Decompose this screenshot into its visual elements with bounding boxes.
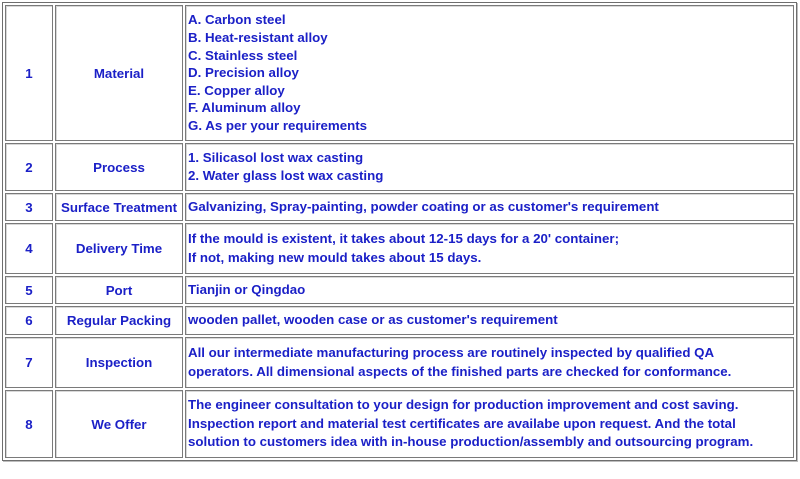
- value-line: D. Precision alloy: [188, 65, 299, 81]
- row-value: [185, 390, 794, 458]
- row-number: 2: [5, 143, 53, 191]
- row-label: Regular Packing: [55, 306, 183, 335]
- value-line: operators. All dimensional aspects of the finished parts are checked for conformance.: [188, 363, 732, 379]
- value-line: 2. Water glass lost wax casting: [188, 168, 384, 183]
- row-label: We Offer: [55, 390, 183, 458]
- row-label: Port: [55, 276, 183, 304]
- table-row: [5, 390, 794, 458]
- value-line: A. Carbon steel: [188, 12, 286, 28]
- value-line: 1. Silicasol lost wax casting: [188, 149, 364, 165]
- row-label: Inspection: [55, 337, 183, 388]
- row-value: [185, 143, 794, 191]
- table-row: [5, 143, 794, 191]
- value-line: Inspection report and material test certificates are availabe upon request. And the total: [188, 415, 736, 431]
- row-number: 5: [5, 276, 53, 304]
- table-row: [5, 306, 794, 335]
- row-value: [185, 223, 794, 274]
- value-line: If not, making new mould takes about 15 days.: [188, 249, 482, 265]
- row-label: Process: [55, 143, 183, 191]
- row-number: 3: [5, 193, 53, 221]
- row-value: [185, 5, 794, 141]
- row-number: 4: [5, 223, 53, 274]
- value-line: If the mould is existent, it takes about 12-15 days for a 20' container;: [188, 231, 619, 246]
- value-line: G. As per your requirements: [188, 117, 368, 133]
- row-value: [185, 306, 794, 335]
- row-label: Delivery Time: [55, 223, 183, 274]
- table-row: [5, 5, 794, 141]
- row-number: 1: [5, 5, 53, 141]
- value-line: F. Aluminum alloy: [188, 100, 301, 116]
- row-number: 7: [5, 337, 53, 388]
- row-number: 6: [5, 306, 53, 335]
- row-value: [185, 337, 794, 388]
- value-line: C. Stainless steel: [188, 47, 298, 63]
- value-line: B. Heat-resistant alloy: [188, 30, 328, 46]
- specification-table: [2, 2, 797, 461]
- value-line: Galvanizing, Spray-painting, powder coating or as customer's requirement: [188, 198, 659, 214]
- value-line: E. Copper alloy: [188, 82, 285, 98]
- row-label: Material: [55, 5, 183, 141]
- value-line: All our intermediate manufacturing process are routinely inspected by qualified QA: [188, 345, 715, 360]
- table-row: [5, 223, 794, 274]
- value-line: solution to customers idea with in-house production/assembly and outsourcing program.: [188, 434, 754, 450]
- value-line: The engineer consultation to your design for production improvement and cost saving.: [188, 397, 739, 413]
- table-row: [5, 193, 794, 221]
- value-line: Tianjin or Qingdao: [188, 281, 306, 297]
- row-number: 8: [5, 390, 53, 458]
- table-row: [5, 276, 794, 304]
- row-value: [185, 193, 794, 221]
- row-value: [185, 276, 794, 304]
- value-line: wooden pallet, wooden case or as customer's requirement: [188, 312, 558, 328]
- table-row: [5, 337, 794, 388]
- row-label: Surface Treatment: [55, 193, 183, 221]
